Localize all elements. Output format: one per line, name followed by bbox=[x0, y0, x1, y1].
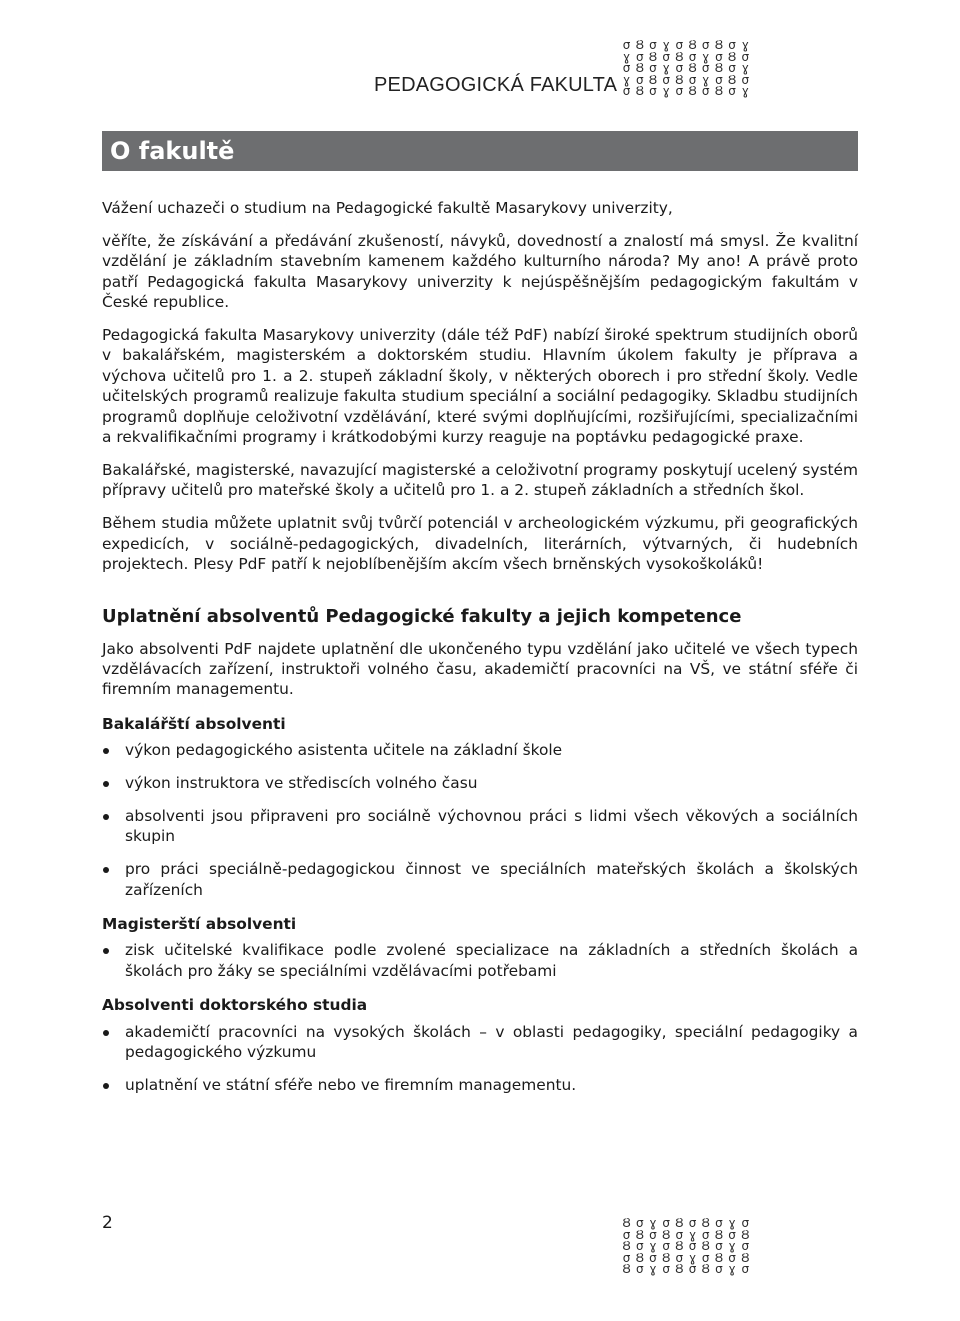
logo-glyph: Ȣ bbox=[675, 1239, 684, 1253]
logo-glyph: σ bbox=[662, 1239, 670, 1253]
logo-glyph: σ bbox=[701, 1250, 710, 1265]
logo-glyph: Ȣ bbox=[714, 1227, 724, 1242]
logo-glyph: σ bbox=[688, 1262, 697, 1276]
logo-glyph: σ bbox=[741, 72, 750, 87]
list-item: uplatnění ve státní sféře nebo ve firemním managementu. bbox=[102, 1075, 858, 1095]
logo-glyph: Ȣ bbox=[635, 84, 644, 98]
logo-glyph: Ȣ bbox=[701, 1216, 710, 1230]
logo-glyph: ɣ bbox=[662, 84, 670, 98]
logo-glyph: σ bbox=[635, 72, 644, 87]
logo-glyph: σ bbox=[675, 1227, 684, 1242]
logo-glyph: σ bbox=[701, 84, 710, 98]
logo-glyph: σ bbox=[701, 38, 710, 52]
logo-glyph: Ȣ bbox=[675, 1262, 684, 1276]
logo-glyph: σ bbox=[728, 84, 736, 98]
logo-glyph: ɣ bbox=[728, 1239, 736, 1253]
logo-glyph: σ bbox=[715, 1239, 723, 1253]
doctoral-graduates-heading: Absolventi doktorského studia bbox=[102, 996, 368, 1015]
logo-glyph: Ȣ bbox=[661, 1227, 671, 1242]
logo-glyph: Ȣ bbox=[727, 72, 737, 87]
logo-glyph: Ȣ bbox=[714, 61, 724, 75]
logo-glyph: Ȣ bbox=[648, 49, 658, 64]
logo-glyph: σ bbox=[715, 1216, 723, 1230]
list-item: zisk učitelské kvalifikace podle zvolené specializace na základních a středních školách a školách pro žáky se speciálními vzdělávacími potřebami bbox=[102, 940, 858, 981]
logo-glyph: ɣ bbox=[649, 1262, 657, 1276]
logo-glyph: σ bbox=[675, 38, 684, 52]
logo-glyph: σ bbox=[701, 1227, 710, 1242]
logo-glyph: σ bbox=[649, 84, 657, 98]
section-title: O fakultě bbox=[102, 131, 858, 171]
faculty-logo-icon bbox=[620, 1218, 752, 1276]
logo-glyph: σ bbox=[688, 72, 697, 87]
logo-glyph: σ bbox=[662, 49, 670, 64]
logo-glyph: σ bbox=[728, 1250, 736, 1265]
logo-glyph: Ȣ bbox=[741, 1227, 750, 1242]
page-content bbox=[102, 198, 858, 1108]
logo-glyph: σ bbox=[622, 38, 631, 52]
logo-glyph: ɣ bbox=[649, 1239, 657, 1253]
logo-glyph: Ȣ bbox=[714, 1250, 724, 1265]
logo-glyph: σ bbox=[622, 1250, 631, 1265]
logo-glyph: σ bbox=[649, 1250, 657, 1265]
logo-glyph: Ȣ bbox=[741, 1250, 750, 1265]
logo-glyph: ɣ bbox=[728, 1216, 736, 1230]
logo-glyph: σ bbox=[675, 61, 684, 75]
logo-glyph: ɣ bbox=[623, 49, 631, 64]
logo-glyph: Ȣ bbox=[661, 1250, 671, 1265]
logo-glyph: σ bbox=[688, 49, 697, 64]
logo-glyph: ɣ bbox=[741, 61, 749, 75]
logo-glyph: ɣ bbox=[649, 1216, 657, 1230]
graduates-heading: Uplatnění absolventů Pedagogické fakulty a jejich kompetence bbox=[102, 605, 742, 627]
logo-glyph: σ bbox=[741, 49, 750, 64]
logo-glyph: Ȣ bbox=[714, 84, 724, 98]
logo-glyph: Ȣ bbox=[688, 38, 697, 52]
logo-glyph: Ȣ bbox=[688, 61, 697, 75]
logo-glyph: Ȣ bbox=[635, 1227, 644, 1242]
logo-glyph: Ȣ bbox=[701, 1262, 710, 1276]
logo-glyph: ɣ bbox=[688, 1227, 697, 1242]
list-item: akademičtí pracovníci na vysokých školách – v oblasti pedagogiky, speciální pedagogiky a pedagogického výzkumu bbox=[102, 1022, 858, 1063]
logo-glyph: σ bbox=[649, 1227, 657, 1242]
logo-glyph: ɣ bbox=[688, 1250, 697, 1265]
logo-glyph: σ bbox=[662, 72, 670, 87]
logo-glyph: σ bbox=[715, 72, 723, 87]
logo-glyph: σ bbox=[741, 1216, 750, 1230]
programs-paragraph: Bakalářské, magisterské, navazující magisterské a celoživotní programy poskytují ucelený systém přípravy učitelů pro mateřské školy a učitelů pro 1. a 2. stupeň základních a středních škol. bbox=[102, 460, 858, 500]
logo-glyph: σ bbox=[635, 1216, 644, 1230]
master-graduates-list bbox=[102, 940, 858, 981]
logo-glyph: Ȣ bbox=[688, 84, 697, 98]
logo-glyph: Ȣ bbox=[714, 38, 724, 52]
logo-glyph: σ bbox=[688, 1216, 697, 1230]
faculty-name: PEDAGOGICKÁ FAKULTA bbox=[374, 74, 618, 96]
logo-glyph: Ȣ bbox=[727, 49, 737, 64]
logo-glyph: ɣ bbox=[702, 72, 710, 87]
intro-paragraph: věříte, že získávání a předávání zkušeností, návyků, dovedností a znalostí má smysl. Že kvalitní vzdělání je základním stavebním kamenem každého kulturního národa? My ano! A právě proto patří Pedagogická fakulta Masarykovy univerzity k nejúspěšnějším pedagogickým fakultám v České republice. bbox=[102, 231, 858, 312]
logo-glyph: σ bbox=[635, 1239, 644, 1253]
logo-glyph: Ȣ bbox=[622, 1262, 631, 1276]
logo-glyph: σ bbox=[741, 1239, 750, 1253]
logo-glyph: σ bbox=[728, 38, 736, 52]
logo-glyph: σ bbox=[622, 61, 631, 75]
master-graduates-heading: Magisterští absolventi bbox=[102, 915, 297, 934]
logo-glyph: σ bbox=[715, 1262, 723, 1276]
logo-glyph: σ bbox=[662, 1262, 670, 1276]
logo-glyph: ɣ bbox=[662, 38, 670, 52]
logo-glyph: σ bbox=[701, 61, 710, 75]
logo-glyph: σ bbox=[675, 1250, 684, 1265]
logo-glyph: ɣ bbox=[741, 38, 749, 52]
logo-glyph: σ bbox=[728, 61, 736, 75]
bachelor-graduates-list bbox=[102, 740, 858, 900]
page-number: 2 bbox=[102, 1213, 113, 1233]
graduates-intro-paragraph: Jako absolventi PdF najdete uplatnění dle ukončeného typu vzdělání jako učitelé ve všech typech vzdělávacích zařízení, instruktoři volného času, akademičtí pracovníci na VŠ, ve státní sféře či firemním managementu. bbox=[102, 639, 858, 699]
logo-glyph: σ bbox=[688, 1239, 697, 1253]
logo-glyph: σ bbox=[649, 38, 657, 52]
logo-glyph: σ bbox=[649, 61, 657, 75]
logo-glyph: σ bbox=[715, 49, 723, 64]
logo-glyph: Ȣ bbox=[622, 1216, 631, 1230]
logo-glyph: ɣ bbox=[662, 61, 670, 75]
logo-glyph: σ bbox=[662, 1216, 670, 1230]
faculty-logo-icon bbox=[620, 40, 752, 98]
logo-glyph: σ bbox=[622, 84, 631, 98]
logo-glyph: ɣ bbox=[741, 84, 749, 98]
list-item: absolventi jsou připraveni pro sociálně výchovnou práci s lidmi všech věkových a sociálních skupin bbox=[102, 806, 858, 847]
logo-glyph: Ȣ bbox=[622, 1239, 631, 1253]
logo-glyph: Ȣ bbox=[648, 72, 658, 87]
logo-glyph: Ȣ bbox=[675, 49, 684, 64]
logo-glyph: ɣ bbox=[702, 49, 710, 64]
logo-glyph: σ bbox=[635, 1262, 644, 1276]
logo-glyph: Ȣ bbox=[701, 1239, 710, 1253]
logo-glyph: Ȣ bbox=[675, 72, 684, 87]
faculty-description-paragraph: Pedagogická fakulta Masarykovy univerzity (dále též PdF) nabízí široké spektrum studijních oborů v bakalářském, magisterském a doktorském studiu. Hlavním úkolem fakulty je příprava a výchova učitelů pro 1. a 2. stupeň základní školy, v některých oborech i pro střední školy. Vedle učitelských programů realizuje fakulta studium speciální a sociální pedagogiky. Skladbu studijních programů doplňuje celoživotní vzdělávání, které svými doplňujícími, rozšiřujícími, specializačními a rekvalifikačními programy i krátkodobými kurzy reaguje na poptávku pedagogické praxe. bbox=[102, 326, 858, 447]
logo-glyph: ɣ bbox=[623, 72, 631, 87]
logo-glyph: Ȣ bbox=[635, 1250, 644, 1265]
logo-glyph: Ȣ bbox=[675, 1216, 684, 1230]
logo-glyph: σ bbox=[675, 84, 684, 98]
logo-glyph: σ bbox=[728, 1227, 736, 1242]
list-item: výkon pedagogického asistenta učitele na základní škole bbox=[102, 740, 858, 760]
greeting-paragraph: Vážení uchazeči o studium na Pedagogické fakultě Masarykovy univerzity, bbox=[102, 199, 673, 217]
bachelor-graduates-heading: Bakalářští absolventi bbox=[102, 714, 286, 733]
student-life-paragraph: Během studia můžete uplatnit svůj tvůrčí potenciál v archeologickém výzkumu, při geografických expedicích, v sociálně-pedagogických, divadelních, literárních, výtvarných, či hudebních projektech. Plesy PdF patří k nejoblíbenějším akcím všech brněnských vysokoškoláků! bbox=[102, 514, 858, 574]
logo-glyph: Ȣ bbox=[635, 38, 644, 52]
logo-glyph: σ bbox=[622, 1227, 631, 1242]
logo-glyph: Ȣ bbox=[635, 61, 644, 75]
logo-glyph: σ bbox=[635, 49, 644, 64]
list-item: pro práci speciálně-pedagogickou činnost ve speciálních mateřských školách a školských zařízeních bbox=[102, 859, 858, 900]
logo-glyph: ɣ bbox=[728, 1262, 736, 1276]
logo-glyph: σ bbox=[741, 1262, 750, 1276]
list-item: výkon instruktora ve střediscích volného času bbox=[102, 773, 858, 793]
doctoral-graduates-list bbox=[102, 1022, 858, 1096]
